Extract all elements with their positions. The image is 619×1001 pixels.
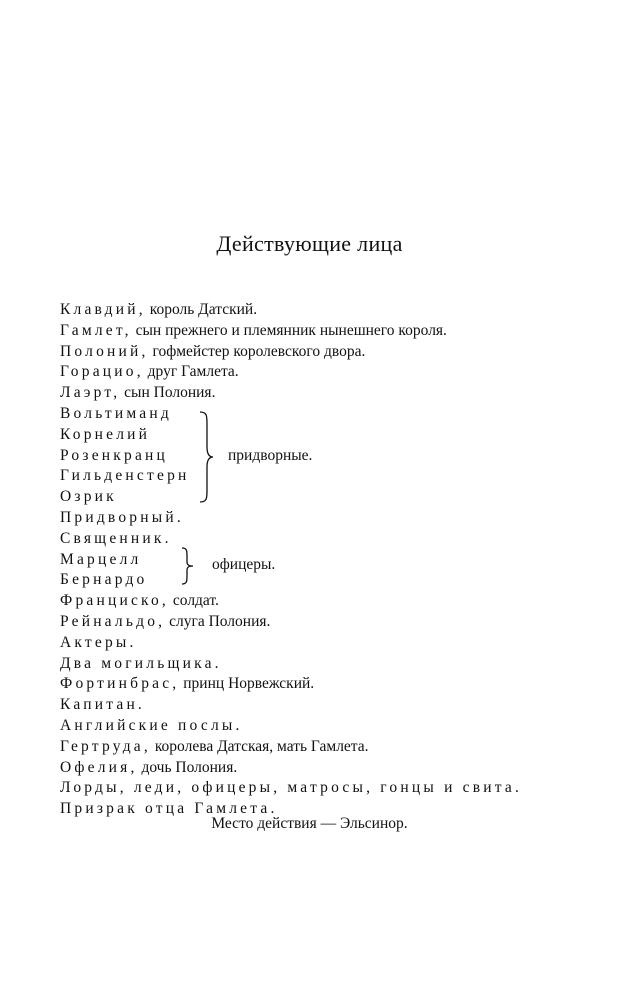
courtiers-label: придворные. — [228, 447, 313, 464]
character-name: Рейнальдо, — [60, 612, 166, 630]
character-name: Капитан. — [60, 696, 146, 714]
cast-entry — [60, 633, 522, 654]
character-name: Корнелий — [60, 425, 151, 443]
character-description: дочь Полония. — [137, 758, 238, 776]
character-name: Гильденстерн — [60, 467, 190, 485]
cast-entry — [60, 300, 522, 321]
character-name: Вольтиманд — [60, 404, 172, 422]
character-name: Актеры. — [60, 633, 137, 651]
cast-entry — [60, 321, 522, 342]
officers-brace — [180, 546, 196, 586]
cast-entry — [60, 487, 522, 508]
cast-entry — [60, 612, 522, 633]
cast-entry — [60, 425, 522, 446]
character-name: Франциско, — [60, 592, 170, 610]
cast-entry — [60, 342, 522, 363]
character-description: гофмейстер королевского двора. — [148, 342, 366, 360]
character-name: Призрак отца Гамлета. — [60, 800, 278, 818]
cast-entry — [60, 654, 522, 675]
character-description: королева Датская, мать Гамлета. — [150, 737, 369, 755]
character-description: друг Гамлета. — [143, 363, 239, 381]
character-name: Горацио, — [60, 363, 144, 381]
character-description: солдат. — [169, 592, 219, 610]
character-name: Гертруда, — [60, 737, 151, 755]
character-name: Лаэрт, — [60, 384, 121, 402]
cast-entry — [60, 695, 522, 716]
officers-label: офицеры. — [212, 556, 276, 573]
character-name: Розенкранц — [60, 446, 169, 464]
cast-entry — [60, 674, 522, 695]
character-name: Священник. — [60, 529, 172, 547]
cast-entry — [60, 591, 522, 612]
character-name: Бернардо — [60, 571, 148, 589]
cast-entry — [60, 508, 522, 529]
cast-entry — [60, 466, 522, 487]
place-of-action: Место действия — Эльсинор. — [211, 815, 408, 832]
character-name: Придворный. — [60, 508, 184, 526]
cast-list — [60, 300, 522, 820]
cast-entry — [60, 529, 522, 550]
character-description: король Датский. — [145, 301, 258, 318]
character-name: Полоний, — [60, 342, 149, 360]
character-description: сын прежнего и племянник нынешнего короля. — [131, 321, 447, 339]
character-name: Лорды, леди, офицеры, матросы, гонцы и свита. — [60, 779, 523, 797]
page-title: Действующие лица — [216, 231, 403, 256]
character-name: Фортинбрас, — [60, 675, 180, 693]
cast-entry — [60, 362, 522, 383]
cast-entry — [60, 383, 522, 404]
character-name: Гамлет, — [60, 321, 132, 339]
cast-entry — [60, 570, 522, 591]
cast-entry — [60, 404, 522, 425]
cast-entry — [60, 778, 522, 799]
cast-entry — [60, 716, 522, 737]
character-name: Английские послы. — [60, 716, 243, 734]
courtiers-brace — [198, 410, 216, 504]
character-name: Два могильщика. — [60, 654, 222, 672]
cast-entry — [60, 758, 522, 779]
character-name: Клавдий, — [60, 301, 146, 318]
character-name: Марцелл — [60, 550, 142, 568]
character-name: Офелия, — [60, 758, 138, 776]
character-name: Озрик — [60, 488, 117, 506]
character-description: принц Норвежский. — [179, 675, 315, 693]
cast-entry — [60, 550, 522, 571]
character-description: сын Полония. — [120, 384, 216, 402]
cast-entry — [60, 737, 522, 758]
character-description: слуга Полония. — [165, 612, 271, 630]
